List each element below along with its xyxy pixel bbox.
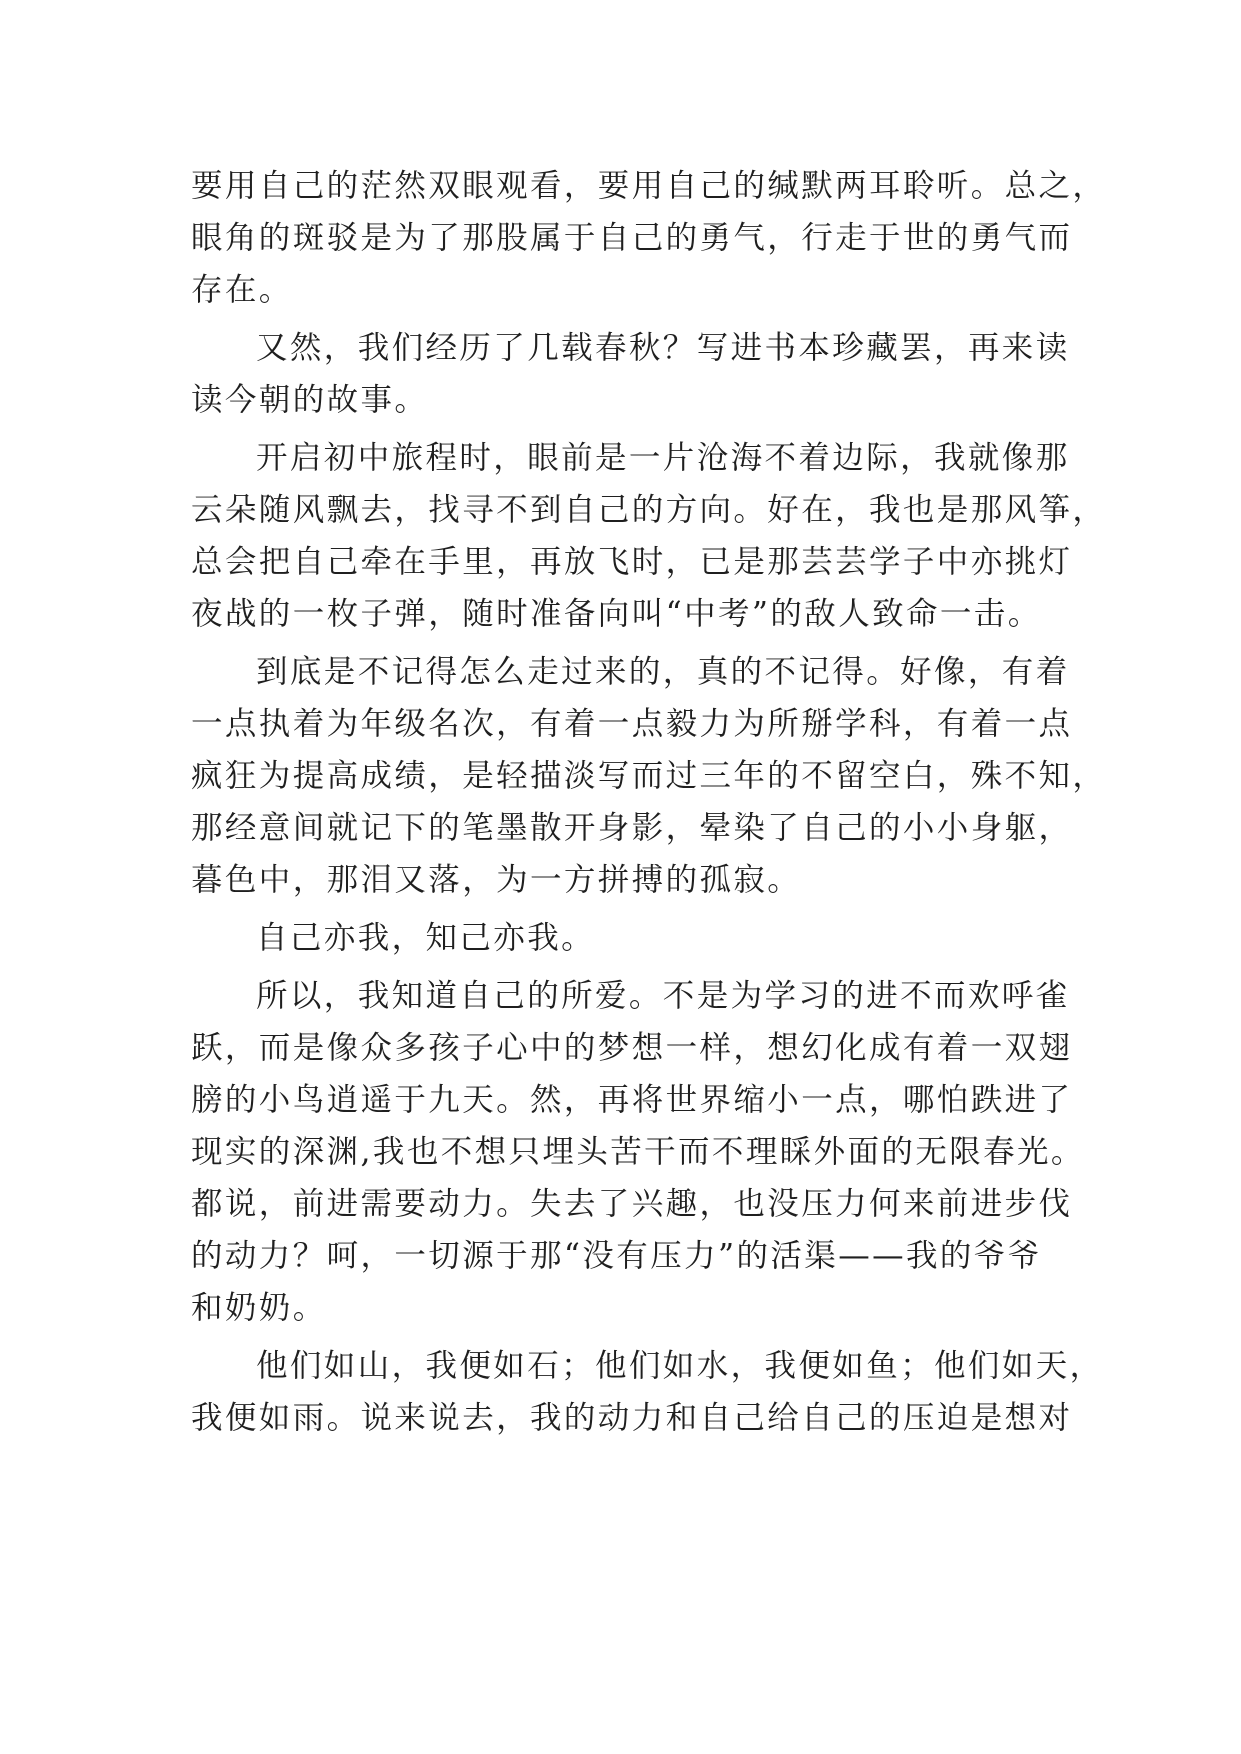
paragraph-7 [191, 1340, 1104, 1444]
paragraph-2 [191, 322, 1071, 426]
paragraph-6 [191, 970, 1085, 1334]
text-line: 读今朝的故事。 [191, 382, 429, 418]
text-line: 那经意间就记下的笔墨散开身影，晕染了自己的小小身躯， [191, 810, 1073, 846]
text-line: 存在。 [191, 272, 293, 308]
text-line: 都说，前进需要动力。失去了兴趣，也没压力何来前进步伐 [191, 1186, 1073, 1222]
text-line: 疯狂为提高成绩，是轻描淡写而过三年的不留空白，殊不知， [191, 758, 1107, 794]
text-line: 我便如雨。说来说去，我的动力和自己给自己的压迫是想对 [191, 1400, 1073, 1436]
text-line: 他们如山，我便如石；他们如水，我便如鱼；他们如天， [256, 1348, 1104, 1384]
paragraph-4 [191, 646, 1107, 906]
text-line: 夜战的一枚子弹，随时准备向叫“中考”的敌人致命一击。 [191, 596, 1042, 632]
text-line: 一点执着为年级名次，有着一点毅力为所掰学科，有着一点 [191, 706, 1073, 742]
paragraph-3 [191, 432, 1107, 640]
text-line: 眼角的斑驳是为了那股属于自己的勇气，行走于世的勇气而 [191, 220, 1073, 256]
text-line: 暮色中，那泪又落，为一方拼搏的孤寂。 [191, 862, 802, 898]
text-line: 所以，我知道自己的所爱。不是为学习的进不而欢呼雀 [256, 978, 1070, 1014]
text-line: 到底是不记得怎么走过来的，真的不记得。好像，有着 [256, 654, 1070, 690]
text-line: 现实的深渊,我也不想只埋头苦干而不理睬外面的无限春光。 [191, 1134, 1085, 1170]
text-line: 开启初中旅程时，眼前是一片沧海不着边际，我就像那 [256, 440, 1070, 476]
text-line: 的动力？呵，一切源于那“没有压力”的活渠——我的爷爷 [191, 1238, 1042, 1274]
text-line: 云朵随风飘去，找寻不到自己的方向。好在，我也是那风筝， [191, 492, 1107, 528]
text-line: 跃，而是像众多孩子心中的梦想一样，想幻化成有着一双翅 [191, 1030, 1073, 1066]
text-line: 自己亦我，知己亦我。 [256, 920, 596, 956]
text-line: 又然，我们经历了几载春秋？写进书本珍藏罢，再来读 [256, 330, 1070, 366]
text-line: 和奶奶。 [191, 1290, 327, 1326]
paragraph-1 [191, 160, 1107, 316]
paragraph-5 [191, 912, 1071, 964]
text-line: 膀的小鸟逍遥于九天。然，再将世界缩小一点，哪怕跌进了 [191, 1082, 1073, 1118]
text-line: 总会把自己牵在手里，再放飞时，已是那芸芸学子中亦挑灯 [191, 544, 1073, 580]
text-line: 要用自己的茫然双眼观看，要用自己的缄默两耳聆听。总之， [191, 168, 1107, 204]
body-text [191, 160, 1107, 1444]
